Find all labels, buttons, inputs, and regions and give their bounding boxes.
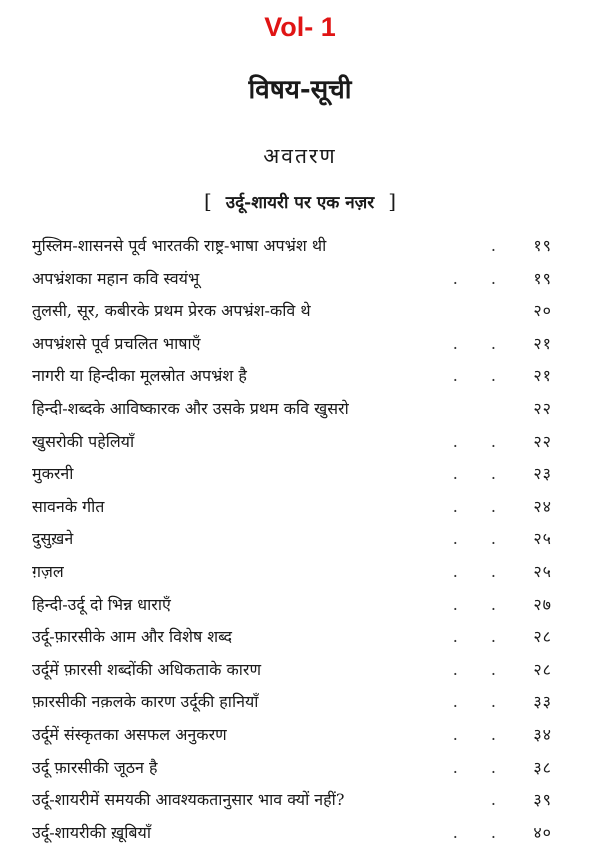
toc-entry-leader: . .: [452, 366, 510, 386]
toc-entry-page: २५: [533, 561, 552, 581]
toc-entry-page: ३९: [533, 790, 552, 810]
toc-entry: [32, 523, 552, 556]
subsection-heading: [0, 189, 600, 213]
toc-entry-title: खुसरोकी पहेलियाँ: [32, 431, 135, 451]
toc-entry-leader: . .: [452, 464, 510, 484]
subsection-label: उर्दू-शायरी पर एक नज़र: [225, 193, 375, 213]
toc-entry: [32, 752, 552, 785]
toc-entry-title: हिन्दी-उर्दू दो भिन्न धाराएँ: [32, 594, 171, 614]
toc-entry-title: फ़ारसीकी नक़लके कारण उर्दूकी हानियाँ: [32, 692, 259, 712]
toc-entry-title: ग़ज़ल: [32, 561, 64, 581]
toc-entry-page: २८: [533, 627, 552, 647]
toc-entry: [32, 230, 552, 263]
toc-entry: [32, 328, 552, 361]
toc-entry-leader: . .: [452, 659, 510, 679]
toc-entry-page: २४: [533, 496, 552, 516]
toc-entry: [32, 491, 552, 524]
toc-entry-title: उर्दू-शायरीमें समयकी आवश्यकतानुसार भाव क्यों नहीं?: [32, 790, 345, 810]
toc-entry-title: उर्दू फ़ारसीकी जूठन है: [32, 757, 158, 777]
toc-entry: [32, 719, 552, 752]
toc-entry: [32, 686, 552, 719]
toc-entry-page: २१: [533, 333, 552, 353]
toc-entry: [32, 263, 552, 296]
toc-entry-title: अपभ्रंशसे पूर्व प्रचलित भाषाएँ: [32, 333, 201, 353]
toc-entry-title: उर्दूमें फ़ारसी शब्दोंकी अधिकताके कारण: [32, 659, 262, 679]
toc-entry-page: २२: [533, 398, 552, 418]
table-of-contents: [32, 230, 552, 849]
toc-entry-leader: . .: [452, 431, 510, 451]
toc-entry: [32, 458, 552, 491]
toc-entry-title: तुलसी, सूर, कबीरके प्रथम प्रेरक अपभ्रंश-कवि थे: [32, 301, 311, 321]
toc-entry-leader: . .: [452, 496, 510, 516]
toc-entry-title: उर्दू-फ़ारसीके आम और विशेष शब्द: [32, 627, 232, 647]
toc-entry-title: सावनके गीत: [32, 496, 105, 516]
toc-entry-page: ४०: [533, 822, 552, 842]
toc-entry-leader: . .: [452, 822, 510, 842]
toc-entry: [32, 784, 552, 817]
toc-entry-title: दुसुख़ने: [32, 529, 74, 549]
toc-entry-page: २३: [533, 464, 552, 484]
toc-entry: [32, 589, 552, 622]
toc-entry-page: २२: [533, 431, 552, 451]
toc-entry-page: ३८: [533, 757, 552, 777]
toc-entry-title: मुस्लिम-शासनसे पूर्व भारतकी राष्ट्र-भाषा अपभ्रंश थी: [32, 236, 327, 255]
toc-entry: [32, 621, 552, 654]
toc-entry: [32, 654, 552, 687]
toc-entry-page: ३४: [533, 724, 552, 744]
toc-entry: [32, 426, 552, 459]
toc-entry-leader: . .: [452, 627, 510, 647]
toc-entry: [32, 817, 552, 850]
toc-entry-leader: . .: [452, 561, 510, 581]
toc-entry-leader: .: [490, 236, 510, 255]
toc-entry-page: २५: [533, 529, 552, 549]
section-heading: अवतरण: [263, 144, 337, 168]
toc-entry-title: हिन्दी-शब्दके आविष्कारक और उसके प्रथम कवि खुसरो: [32, 398, 349, 418]
toc-entry-page: १९: [533, 236, 552, 255]
toc-entry: [32, 295, 552, 328]
toc-entry-title: उर्दू-शायरीकी ख़ूबियाँ: [32, 822, 151, 842]
toc-entry-leader: . .: [452, 268, 510, 288]
subsection-open-bracket: [: [203, 189, 212, 213]
toc-entry-page: २०: [533, 301, 552, 321]
volume-label: Vol- 1: [264, 12, 336, 42]
toc-entry-title: उर्दूमें संस्कृतका असफल अनुकरण: [32, 724, 227, 744]
toc-entry: [32, 556, 552, 589]
toc-entry-leader: . .: [452, 692, 510, 712]
toc-entry-leader: . .: [452, 724, 510, 744]
toc-entry-page: २८: [533, 659, 552, 679]
toc-entry-leader: . .: [452, 594, 510, 614]
toc-entry-title: अपभ्रंशका महान कवि स्वयंभू: [32, 268, 200, 288]
toc-entry-title: मुकरनी: [32, 464, 74, 484]
toc-entry-title: नागरी या हिन्दीका मूलस्रोत अपभ्रंश है: [32, 366, 247, 386]
toc-entry: [32, 360, 552, 393]
toc-entry-leader: . .: [452, 757, 510, 777]
toc-entry-leader: . .: [452, 529, 510, 549]
toc-entry-page: २१: [533, 366, 552, 386]
toc-entry-leader: . .: [452, 333, 510, 353]
toc-entry-page: ३३: [533, 692, 552, 712]
toc-entry: [32, 393, 552, 426]
toc-entry-page: १९: [533, 268, 552, 288]
subsection-close-bracket: ]: [388, 189, 397, 213]
page-title: विषय-सूची: [248, 75, 352, 105]
toc-entry-leader: .: [490, 790, 510, 810]
toc-entry-page: २७: [533, 594, 552, 614]
